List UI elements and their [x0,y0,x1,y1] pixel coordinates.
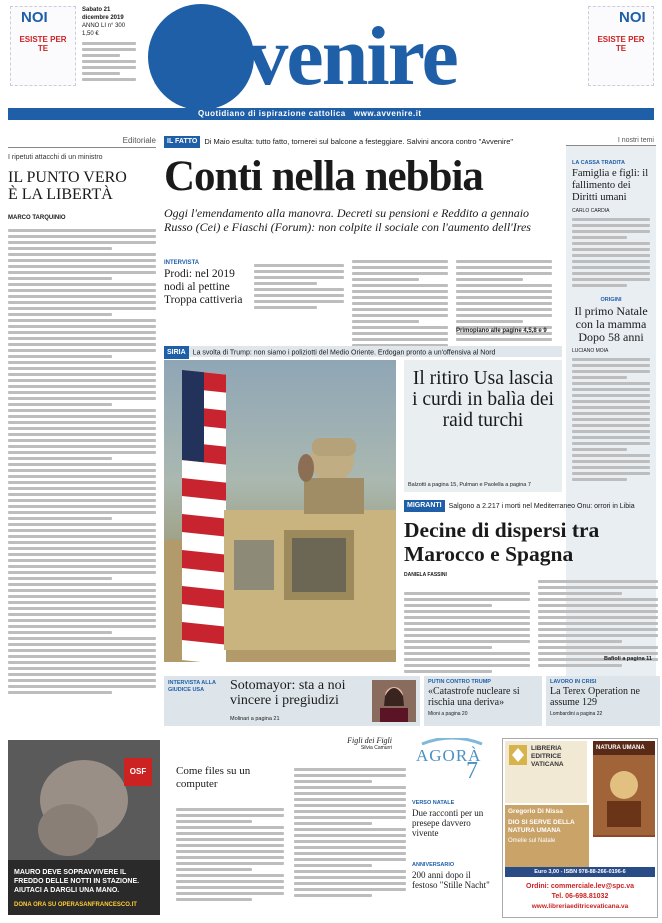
order-text: Ordini: commerciale.lev@spc.va [526,883,634,890]
teaser-3-tag: LAVORO IN CRISI [550,679,597,685]
migrants-author: DANIELA FASSINI [404,572,447,578]
teaser-1-tag: INTERVISTA ALLA GIUDICE USA [168,680,216,693]
editorial-body [8,229,156,694]
promo-left [10,6,76,86]
syria-headline-box [404,360,562,492]
migrants-kicker: MIGRANTI Salgono a 2.217 i morti nel Mediterraneo Onu: orrori in Libia [404,500,660,512]
teaser-2-title: «Catastrofe nucleare si rischia una deriva» [428,686,520,708]
book-info [505,805,589,875]
logo: Avvenire [154,10,457,103]
osf-ad-text: MAURO DEVE SOPRAVVIVERE IL FREDDO DELLE NOTTI IN STAZIONE. AIUTACI A DARGLI UNA MANO. [14,869,140,894]
date-line: Sabato 21 dicembre 2019 [82,7,124,21]
right-tag-1: LA CASSA TRADITA [572,160,625,166]
lead-tag: IL FATTO [164,136,200,148]
interview-title: Prodi: nel 2019 nodi al pettine Troppa cattiveria [164,268,243,306]
migrants-tag: MIGRANTI [404,500,445,512]
editorial-kicker: I ripetuti attacchi di un ministro [8,154,103,161]
teaser-3 [546,676,660,726]
book-cover [593,741,655,837]
issue-number: ANNO LI n° 300 [82,23,126,29]
osf-logo: OSF [124,758,152,786]
column-title: Come files su un computer [176,765,251,790]
syria-photo [164,360,396,662]
tagline: Quotidiano di ispirazione cattolica www.avvenire.it [198,109,422,118]
teaser-strip [164,676,660,726]
editorial-section: Editoriale [8,136,156,148]
syria-tag: SIRIA [164,346,189,359]
teaser-2-tag: PUTIN CONTRO TRUMP [428,679,491,685]
teaser-1-byline: Molinari a pagina 21 [230,716,280,722]
syria-kicker: La svolta di Trump: non siamo i poliziotti del Medio Oriente. Erdogan pronto a un'offensiva al Nord [192,349,496,357]
syria-byline: Balzotti a pagina 15, Pulman e Paolella a pagina 7 [408,482,531,488]
migrants-byline: Bafioli a pagina 11 [604,656,652,662]
order-tel: Tel. 06-698.81032 [551,893,609,900]
agora-text-b: 200 anni dopo il festoso "Stille Nacht" [412,870,490,890]
book-sub: Omelie sul Natale [508,838,556,844]
teaser-1-title: Sotomayor: sta a noi vincere i pregiudizi [230,678,346,708]
teaser-1 [164,676,420,726]
right-title-2: Il primo Natale con la mamma Dopo 58 anni [574,304,648,344]
syria-headline: Il ritiro Usa lascia i curdi in balìa dei raid turchi [412,368,554,431]
book-author: Gregorio Di Nissa [508,808,563,815]
promo-title: NOI [21,9,48,26]
vatican-seal-icon [509,745,527,765]
date-block [82,6,136,84]
lead-kicker: IL FATTO Di Maio esulta: tutto fatto, tornerei sul balcone a festeggiare. Salvini ancora contro "Avvenire" [164,136,554,148]
lev-ad [502,738,658,918]
lead-byline: Primopiano alle pagine 4,5,8 e 9 [456,328,547,334]
teaser-3-title: La Terex Operation ne assume 129 [550,686,640,708]
book-cover-title: NATURA UMANA [593,741,655,755]
editorial-title: IL PUNTO VERO È LA LIBERTÀ [8,169,127,203]
masthead [0,0,662,128]
book-title: DIO SI SERVE DELLA NATURA UMANA [508,819,575,834]
agora-text-a: Due racconti per un presepe davvero vivente [412,808,484,838]
agora-tag-a: VERSO NATALE [412,800,455,806]
lead-subhead: Oggi l'emendamento alla manovra. Decreti su pensioni e Reddito a gennaio Russo (Cei) e Fiaschi (Forum): non colpite il sociale con l'aumento dell'Ires [164,206,531,234]
right-section: I nostri temi [566,136,656,146]
teaser-2-byline: Mioni a pagina 20 [428,711,468,717]
portrait-icon [372,680,416,722]
right-tag-2: ORIGINI [600,297,622,303]
promo-sub: ESISTE PER TE [19,35,67,53]
lev-name: LIBRERIA EDITRICE VATICANA [531,745,564,768]
column-figli [176,736,408,916]
right-author-2: LUCIANO MOIA [572,348,609,354]
interview-box [164,260,244,307]
agora-number: 7 [466,758,478,784]
teaser-2 [424,676,542,726]
book-price: Euro 3,00 - ISBN 978-88-266-0196-6 [505,867,655,877]
book-cover-art-icon [593,755,655,835]
soldier-flag-icon [164,360,396,662]
promo-right [588,6,654,86]
syria-kicker-bar [164,346,562,357]
agora-logo: AGORÀ [416,746,482,765]
osf-ad-url: DONA ORA SU OPERASANFRANCESCO.IT [14,902,137,908]
column-author: Silvia Camurri [360,745,392,751]
column-section: Figli dei Figli [347,736,392,745]
lead-headline: Conti nella nebbia [164,153,483,200]
interview-tag: INTERVISTA [164,260,200,266]
migrants-story [404,500,660,670]
editorial-author: MARCO TARQUINIO [8,215,66,221]
promo-title-right: NOI [619,9,646,26]
editorial-column [8,136,156,734]
price: 1,50 € [82,31,99,37]
right-title-1: Famiglia e figli: il fallimento dei Diritti umani [572,168,649,203]
promo-sub-right: ESISTE PER TE [597,35,645,53]
order-web: www.libreriaeditricevaticana.va [531,903,629,910]
agora-box [408,738,498,918]
migrants-headline: Decine di dispersi tra Marocco e Spagna [404,518,600,566]
agora-tag-b: ANNIVERSARIO [412,862,455,868]
teaser-3-byline: Lombardini a pagina 22 [550,711,603,717]
right-author-1: CARLO CARDIA [572,208,610,214]
osf-ad [8,740,160,915]
lead-story [164,136,554,336]
